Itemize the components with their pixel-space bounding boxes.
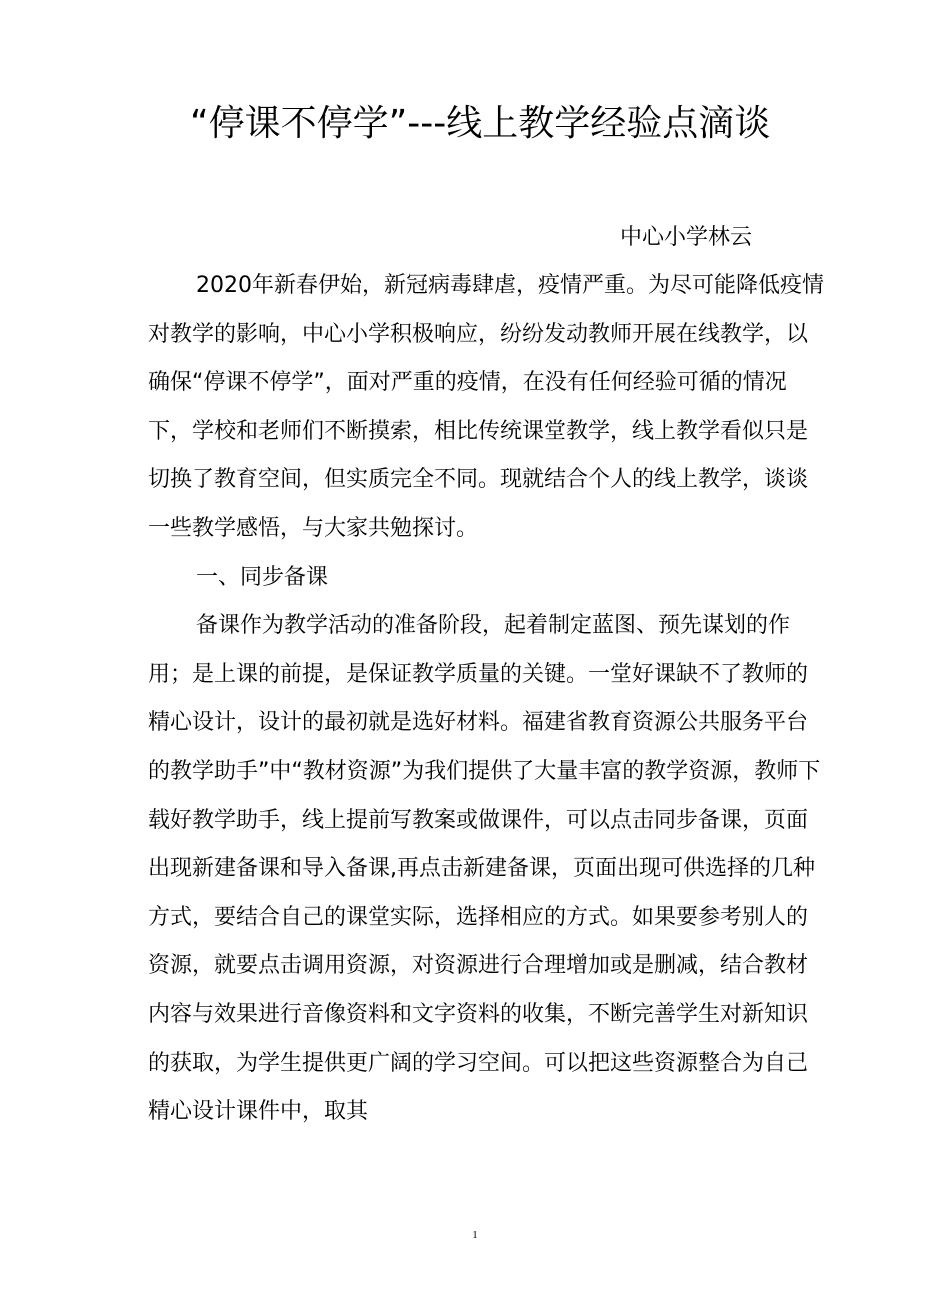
author-line: 中心小学林云: [620, 225, 753, 250]
document-body: [148, 262, 828, 1137]
intro-paragraph: 2020年新春伊始，新冠病毒肆虐，疫情严重。为尽可能降低疫情对教学的影响，中心小学积极响应，纷纷发动教师开展在线教学，以确保“停课不停学”，面对严重的疫情，在没有任何经验可循的情况下，学校和老师们不断摸索，相比传统课堂教学，线上教学看似只是切换了教育空间，但实质完全不同。现就结合个人的线上教学，谈谈一些教学感悟，与大家共勉探讨。: [148, 273, 824, 541]
section-paragraph: 备课作为教学活动的准备阶段，起着制定蓝图、预先谋划的作用；是上课的前提，是保证教学质量的关键。一堂好课缺不了教师的精心设计，设计的最初就是选好材料。福建省教育资源公共服务平台的教学助手”中“教材资源”为我们提供了大量丰富的教学资源，教师下载好教学助手，线上提前写教案或做课件，可以点击同步备课，页面出现新建备课和导入备课,再点击新建备课，页面出现可供选择的几种方式，要结合自己的课堂实际，选择相应的方式。如果要参考别人的资源，就要点击调用资源，对资源进行合理增加或是删减，结合教材内容与效果进行音像资料和文字资料的收集，不断完善学生对新知识的获取，为学生提供更广阔的学习空间。可以把这些资源整合为自己精心设计课件中，取其: [148, 613, 821, 1125]
section-heading: 一、同步备课: [196, 564, 329, 590]
document-title: “停课不停学”---线上教学经验点滴谈: [190, 103, 771, 144]
page-number: 1: [472, 1229, 478, 1241]
